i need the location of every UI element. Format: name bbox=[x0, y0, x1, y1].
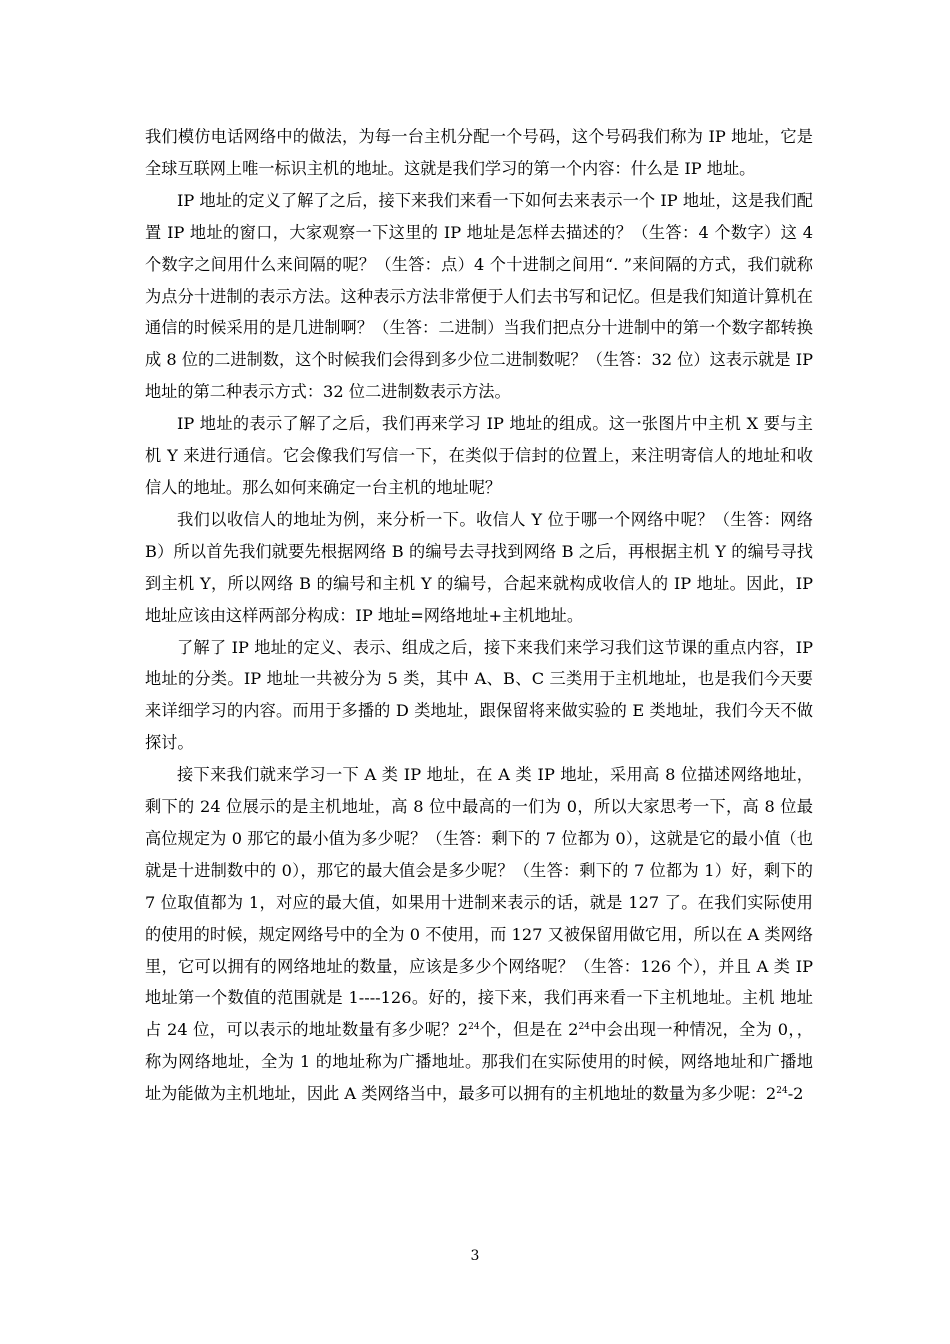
paragraph-6-part4: -2 bbox=[787, 1084, 804, 1104]
power-base-2: 2 bbox=[568, 1020, 579, 1040]
power-base-1: 2 bbox=[457, 1020, 469, 1040]
paragraph-6-part2: 个，但是在 bbox=[479, 1020, 569, 1040]
paragraph-5: 了解了 IP 地址的定义、表示、组成之后，接下来我们来学习我们这节课的重点内容，IP 地址的分类。IP 地址一共被分为 5 类，其中 A、B、C 三类用于主机地址，也是我们今天要来详细学习的内容。而用于多播的 D 类地址，跟保留将来做实验的 E 类地址，我们今天不做探讨。 bbox=[145, 637, 813, 753]
paragraph-3: IP 地址的表示了解了之后，我们再来学习 IP 地址的组成。这一张图片中主机 X 要与主机 Y 来进行通信。它会像我们写信一下，在类似于信封的位置上，来注明寄信人的地址和收信人的地址。那么如何来确定一台主机的地址呢？ bbox=[145, 414, 813, 497]
power-exponent-3: 24 bbox=[776, 1086, 788, 1097]
paragraph-6-part1: 接下来我们就来学习一下 A 类 IP 地址，在 A 类 IP 地址，采用高 8 位描述网络地址，剩下的 24 位展示的是主机地址，高 8 位中最高的一们为 0，所以大家思考一下，高 8 位最高位规定为 0 那它的最小值为多少呢？（生答：剩下的 7 位都为 0），这就是它的最小值（也就是十进制数中的 0），那它的最大值会是多少呢？（生答：剩下的 7 位都为 1）好，剩下的 7 位取值都为 1，对应的最大值，如果用十进制来表示的话，就是 127 了。在我们实际使用的使用的时候，规定网络号中的全为 0 不使用，而 127 又被保留用做它用，所以在 A 类网络里，它可以拥有的网络地址的数量，应该是多少个网络呢？（生答：126 个），并且 A 类 IP 地址第一个数值的范围就是 1----126。好的，接下来，我们再来看一下主机地址。主机 地址占 24 位，可以表示的地址数量有多少呢？ bbox=[145, 765, 813, 1040]
power-base-3: 2 bbox=[765, 1084, 777, 1104]
paragraph-4: 我们以收信人的地址为例，来分析一下。收信人 Y 位于哪一个网络中呢？（生答：网络 B）所以首先我们就要先根据网络 B 的编号去寻找到网络 B 之后，再根据主机 Y 的编号寻找到主机 Y，所以网络 B 的编号和主机 Y 的编号，合起来就构成收信人的 IP 地址。因此，IP 地址应该由这样两部分构成：IP 地址=网络地址+主机地址。 bbox=[145, 509, 813, 625]
paragraph-1: 我们模仿电话网络中的做法，为每一台主机分配一个号码，这个号码我们称为 IP 地址，它是全球互联网上唯一标识主机的地址。这就是我们学习的第一个内容：什么是 IP 地址。 bbox=[145, 127, 813, 178]
paragraph-2: IP 地址的定义了解了之后，接下来我们来看一下如何去来表示一个 IP 地址，这是我们配置 IP 地址的窗口，大家观察一下这里的 IP 地址是怎样去描述的？（生答：4 个数字）这 4 个数字之间用什么来间隔的呢？（生答：点）4 个十进制之间用“. ”来间隔的方式，我们就称为点分十进制的表示方法。这种表示方法非常便于人们去书写和记忆。但是我们知道计算机在通信的时候采用的是几进制啊？（生答：二进制）当我们把点分十进制中的第一个数字都转换成 8 位的二进制数，这个时候我们会得到多少位二进制数呢？（生答：32 位）这表示就是 IP 地址的第二种表示方式：32 位二进制数表示方法。 bbox=[145, 190, 813, 402]
power-exponent-1: 24 bbox=[468, 1022, 480, 1033]
paragraph-6 bbox=[145, 759, 813, 1110]
body-text bbox=[145, 121, 813, 1110]
page-number: 3 bbox=[470, 1248, 480, 1264]
paragraph-6-part3: 中会出现一种情况，全为 0，，称为网络地址，全为 1 的地址称为广播地址。那我们在实际使用的时候，网络地址和广播地址为能做为主机地址，因此 A 类网络当中，最多可以拥有的主机地址的数量为多少呢： bbox=[145, 1020, 813, 1104]
power-exponent-2: 24 bbox=[578, 1022, 590, 1033]
